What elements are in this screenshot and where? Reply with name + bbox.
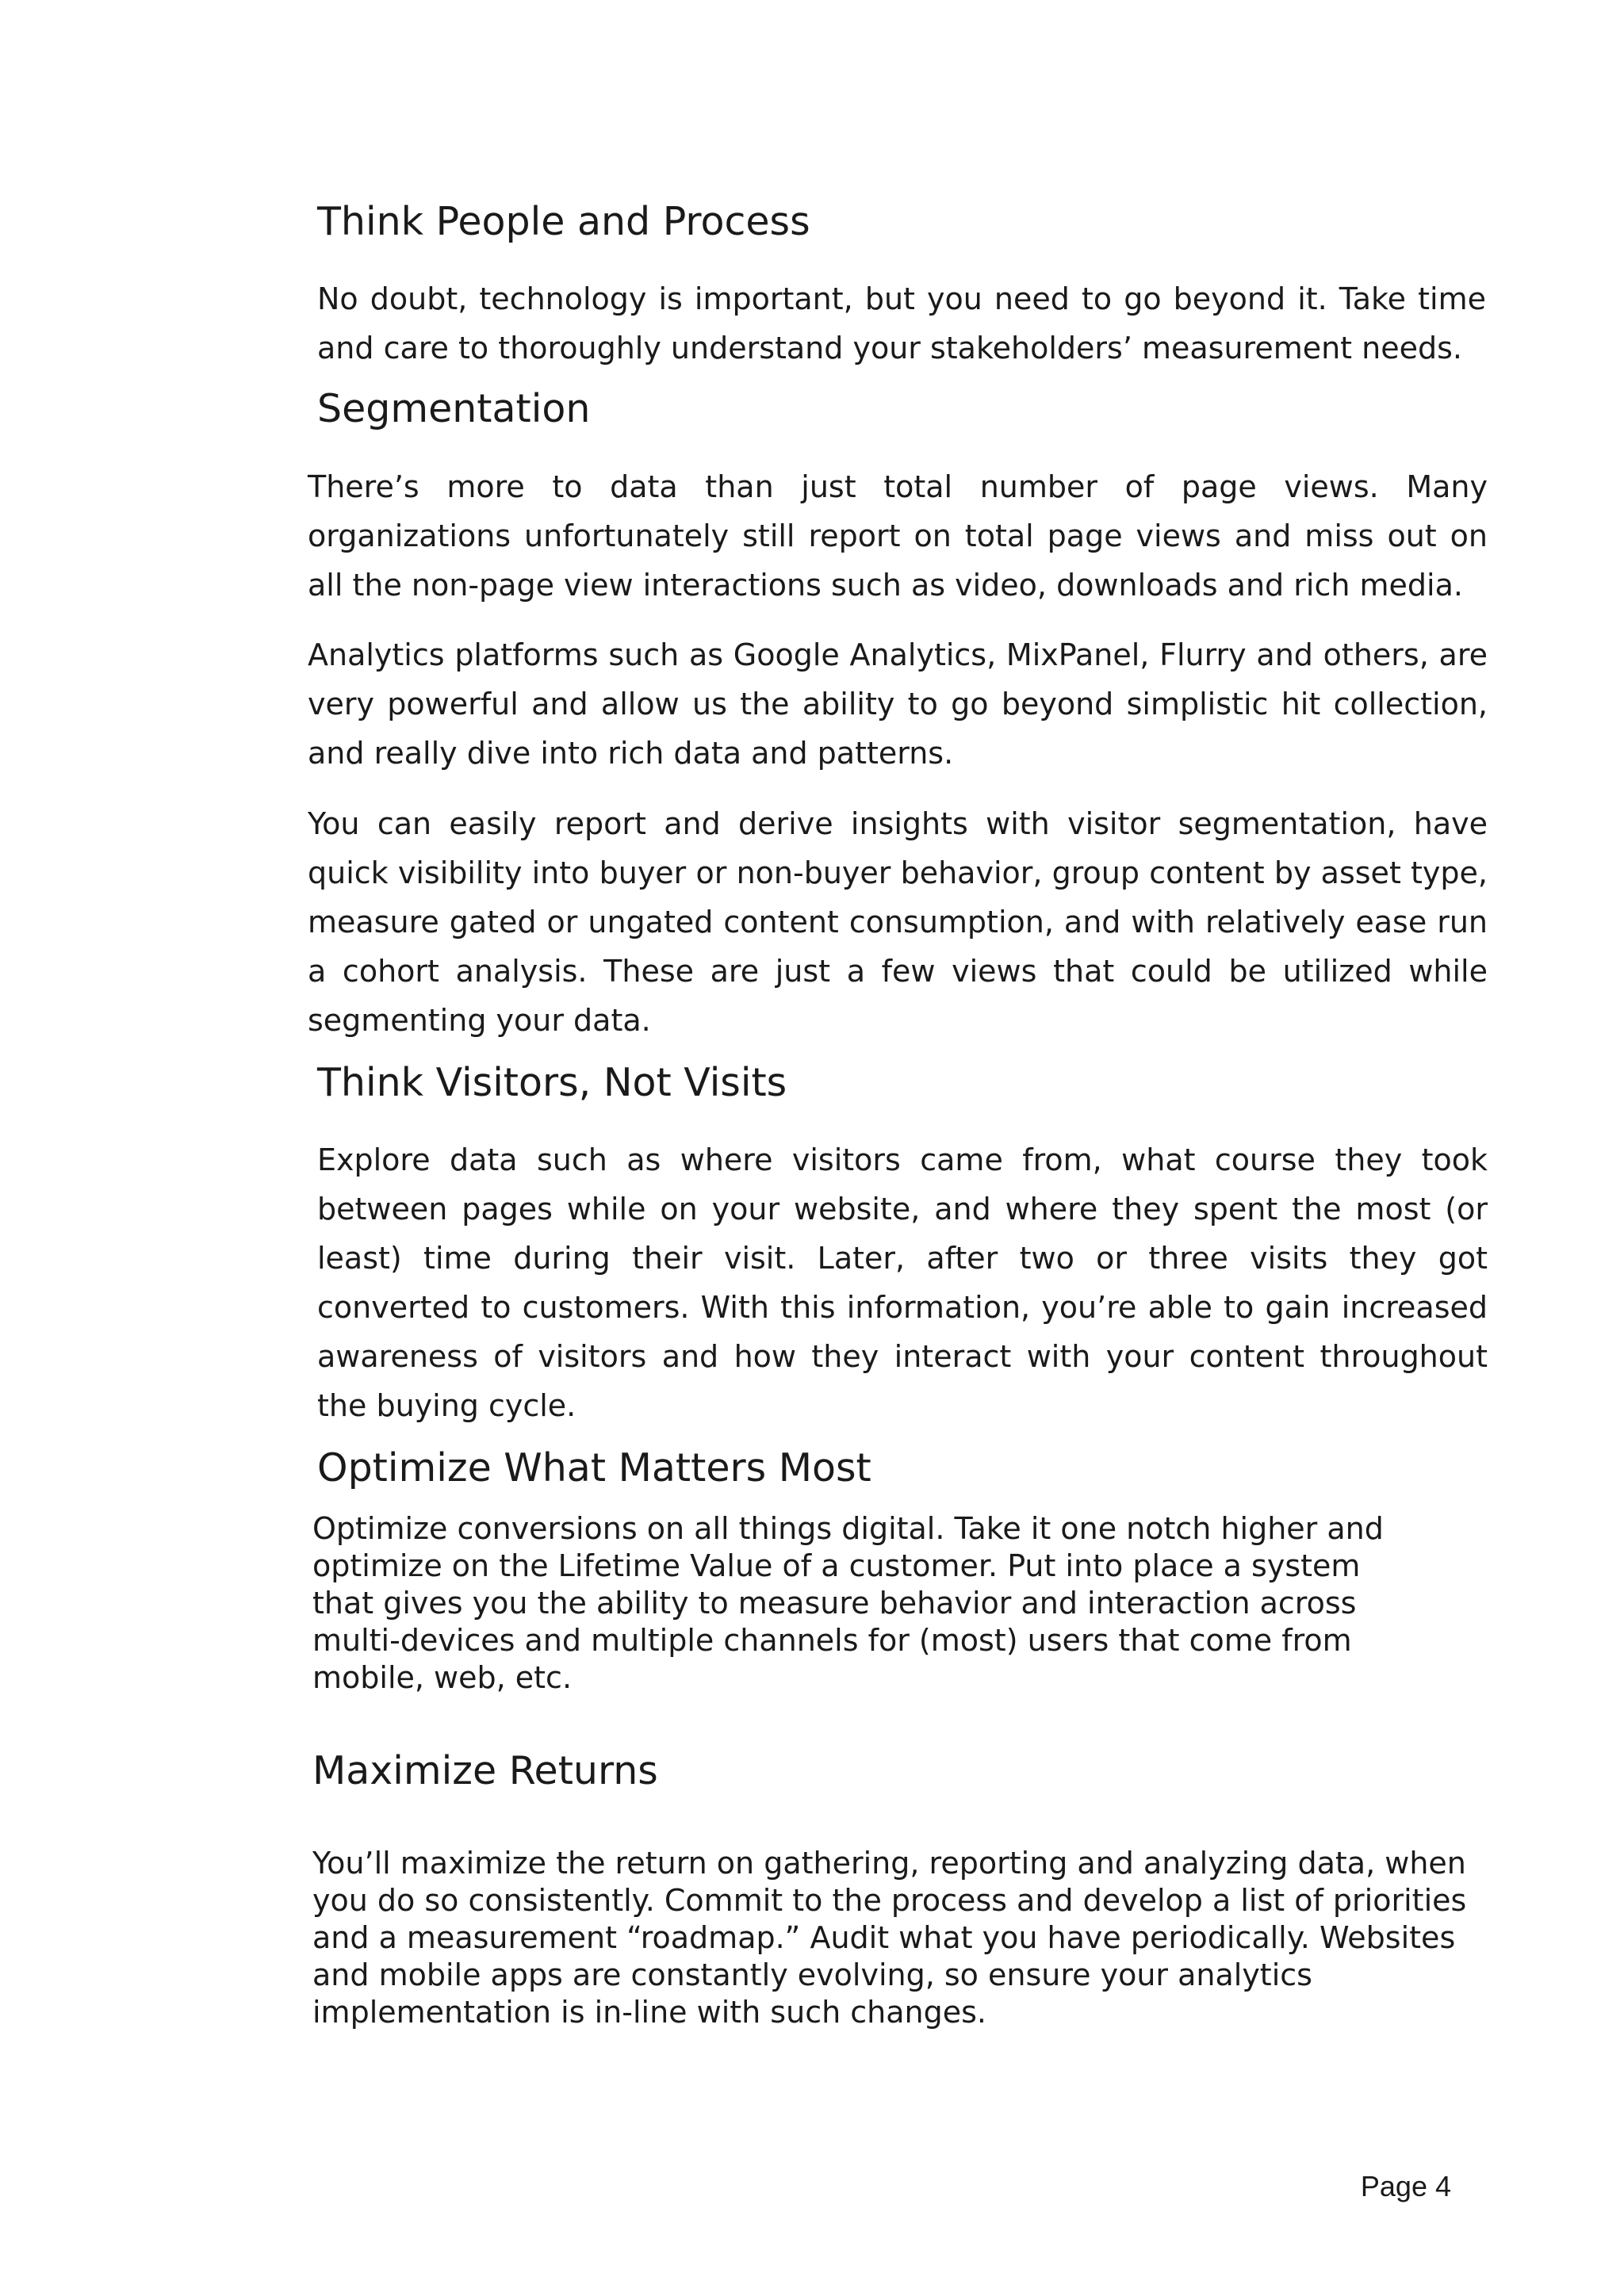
section-paragraph: Analytics platforms such as Google Analytics, MixPanel, Flurry and others, are very powerful and allow us the ability to go beyond simplistic hit collection, and really dive into rich data and patterns.	[308, 637, 1488, 771]
section-heading-think-visitors-not-visits: Think Visitors, Not Visits	[317, 1060, 787, 1105]
section-heading-think-people-and-process: Think People and Process	[317, 199, 810, 244]
section-paragraph: There’s more to data than just total number of page views. Many organizations unfortunately still report on total page views and miss out on all the non-page view interactions such as video, downloads and rich media.	[308, 469, 1488, 603]
section-heading-maximize-returns: Maximize Returns	[312, 1748, 658, 1793]
section-paragraph: You can easily report and derive insights with visitor segmentation, have quick visibility into buyer or non-buyer behavior, group content by asset type, measure gated or ungated content consumption, and with relatively ease run a cohort analysis. These are just a few views that could be utilized while segmenting your data.	[308, 806, 1488, 1038]
section-paragraph: Optimize conversions on all things digital. Take it one notch higher and optimize on the Lifetime Value of a customer. Put into place a system that gives you the ability to measure behavior and interaction across multi-devices and multiple channels for (most) users that come from mobile, web, etc.	[312, 1511, 1384, 1695]
section-paragraph: Explore data such as where visitors came from, what course they took between pages while on your website, and where they spent the most (or least) time during their visit. Later, after two or three visits they got converted to customers. With this information, you’re able to gain increased awareness of visitors and how they interact with your content throughout the buying cycle.	[317, 1142, 1488, 1423]
section-heading-optimize-what-matters-most: Optimize What Matters Most	[317, 1445, 871, 1490]
section-paragraph: No doubt, technology is important, but you need to go beyond it. Take time and care to thoroughly understand your stakeholders’ measurement needs.	[317, 281, 1486, 365]
section-heading-segmentation: Segmentation	[317, 386, 591, 431]
section-paragraph: You’ll maximize the return on gathering, reporting and analyzing data, when you do so consistently. Commit to the process and develop a list of priorities and a measurement “roadmap.” Audit what you have periodically. Websites and mobile apps are constantly evolving, so ensure your analytics implementation is in-line with such changes.	[312, 1846, 1467, 2030]
page-number: Page 4	[1360, 2170, 1451, 2202]
